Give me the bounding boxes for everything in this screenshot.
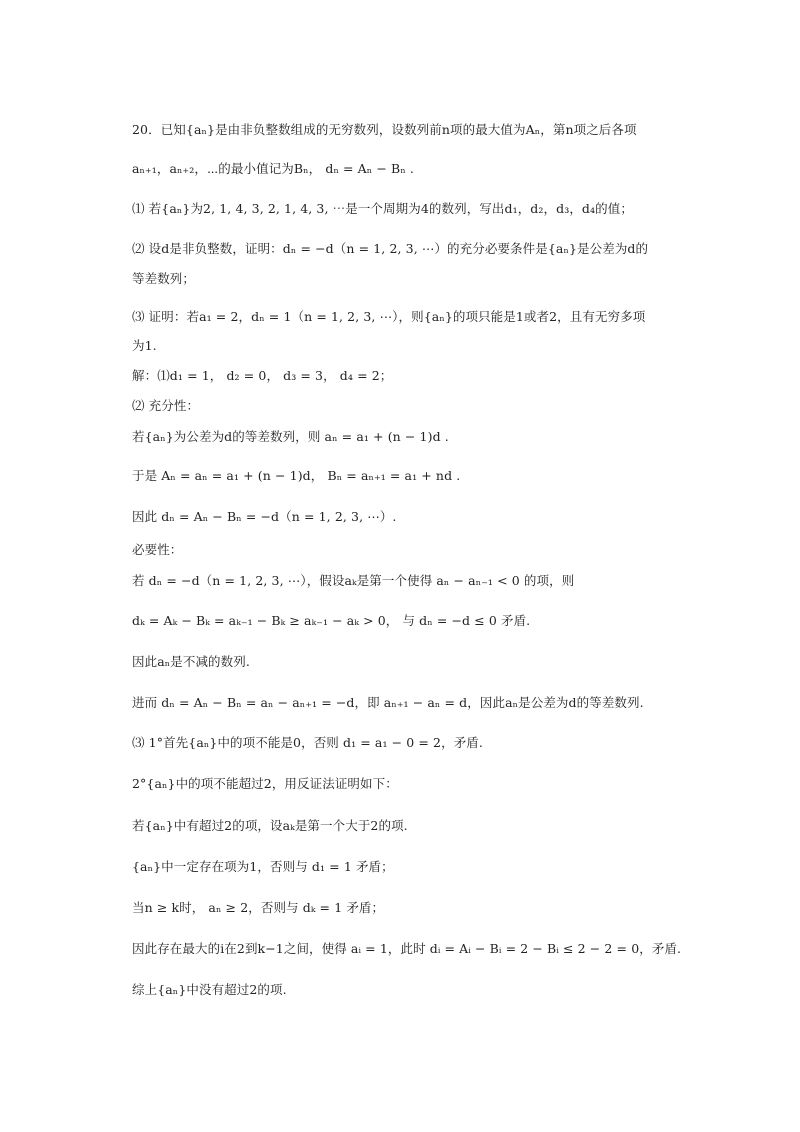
part-3-conclusion: 综上{aₙ}中没有超过2的项. [132,982,287,997]
part-3-step-1: ⑶ 1°首先{aₙ}中的项不能是0，否则 d₁ = a₁ − 0 = 2，矛盾. [132,735,483,750]
necessity-heading: 必要性： [132,542,183,557]
part-3-step-2: 2°{aₙ}中的项不能超过2，用反证法证明如下： [132,776,398,791]
problem-statement-line-1: 20．已知{aₙ}是由非负整数组成的无穷数列，设数列前n项的最大值为Aₙ，第n项之后各项 [132,122,637,137]
sufficiency-line-1: 若{aₙ}为公差为d的等差数列，则 aₙ = a₁ + (n − 1)d . [132,429,449,444]
part-3-step-2-line-2: {aₙ}中一定存在项为1，否则与 d₁ = 1 矛盾； [132,859,394,874]
part-2-question-line-1: ⑵ 设d是非负整数，证明：dₙ = −d（n = 1, 2, 3, ⋯）的充分必要条件是{aₙ}是公差为d的 [132,241,649,256]
part-3-step-2-line-4: 因此存在最大的i在2到k−1之间，使得 aᵢ = 1，此时 dᵢ = Aᵢ − Bᵢ = 2 − Bᵢ ≤ 2 − 2 = 0，矛盾. [132,941,682,956]
solution-part-1: 解：⑴d₁ = 1， d₂ = 0， d₃ = 3， d₄ = 2； [132,368,393,383]
part-1-question: ⑴ 若{aₙ}为2, 1, 4, 3, 2, 1, 4, 3, ⋯是一个周期为4的数列，写出d₁，d₂，d₃，d₄的值； [132,201,633,216]
part-3-question-line-1: ⑶ 证明：若a₁ = 2，dₙ = 1（n = 1, 2, 3, ⋯），则{aₙ}的项只能是1或者2，且有无穷多项 [132,309,646,324]
necessity-line-4: 进而 dₙ = Aₙ − Bₙ = aₙ − aₙ₊₁ = −d，即 aₙ₊₁ − aₙ = d，因此aₙ是公差为d的等差数列. [132,695,644,710]
part-3-question-line-2: 为1. [132,338,157,353]
sufficiency-heading: ⑵ 充分性： [132,398,200,413]
necessity-line-2: dₖ = Aₖ − Bₖ = aₖ₋₁ − Bₖ ≥ aₖ₋₁ − aₖ > 0， 与 dₙ = −d ≤ 0 矛盾. [132,613,531,628]
necessity-line-1: 若 dₙ = −d（n = 1, 2, 3, ⋯），假设aₖ是第一个使得 aₙ − aₙ₋₁ < 0 的项，则 [132,573,575,588]
part-2-question-line-2: 等差数列； [132,271,196,286]
part-3-step-2-line-3: 当n ≥ k时， aₙ ≥ 2，否则与 dₖ = 1 矛盾； [132,900,385,915]
problem-statement-line-2: aₙ₊₁，aₙ₊₂，⋯的最小值记为Bₙ， dₙ = Aₙ − Bₙ . [132,161,414,176]
sufficiency-line-3: 因此 dₙ = Aₙ − Bₙ = −d（n = 1, 2, 3, ⋯）. [132,509,397,524]
sufficiency-line-2: 于是 Aₙ = aₙ = a₁ + (n − 1)d， Bₙ = aₙ₊₁ = a₁ + nd . [132,468,461,483]
necessity-line-3: 因此aₙ是不减的数列. [132,654,250,669]
part-3-step-2-line-1: 若{aₙ}中有超过2的项，设aₖ是第一个大于2的项. [132,818,408,833]
